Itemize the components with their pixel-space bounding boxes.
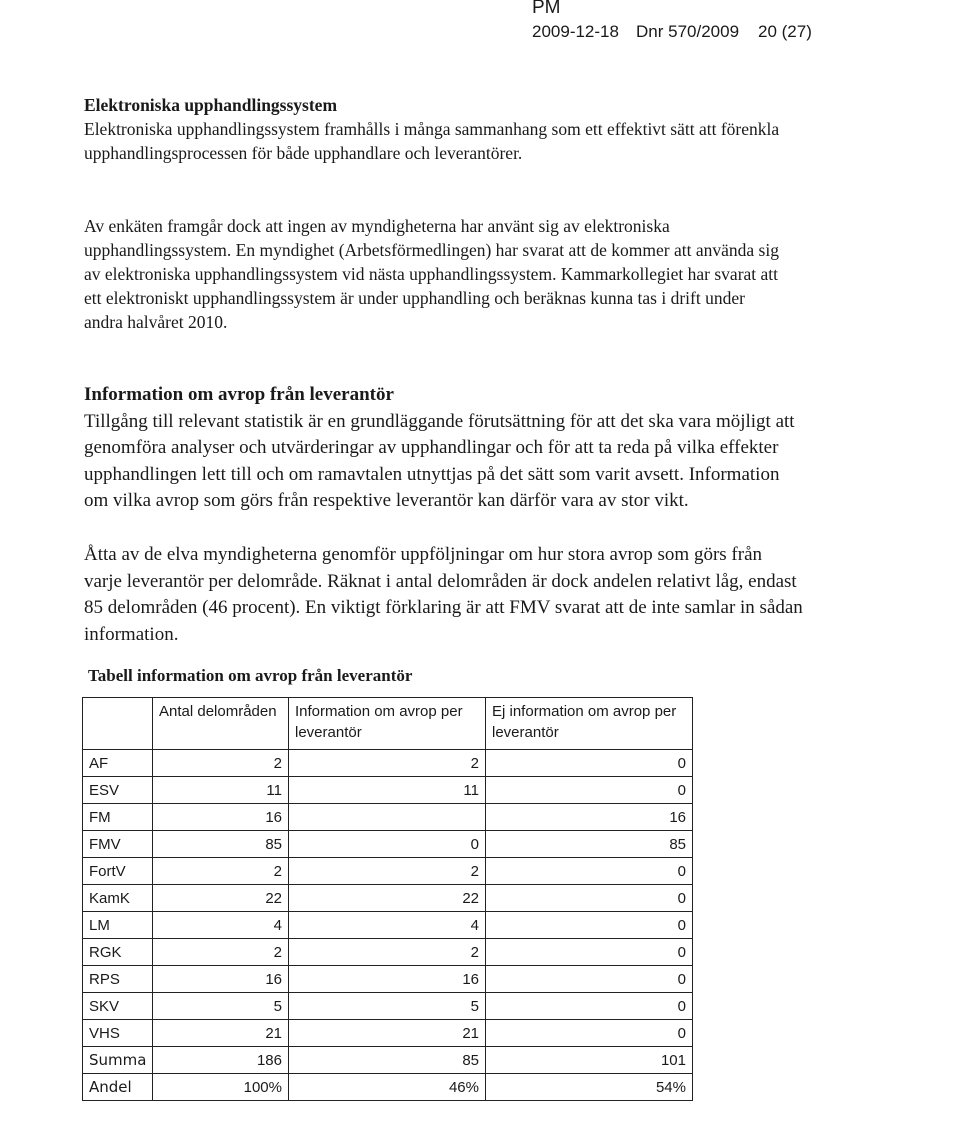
table-row [83, 1074, 693, 1101]
value-cell: 46% [289, 1074, 486, 1101]
table-row [83, 885, 693, 912]
section-heading: Elektroniska upphandlingssystem [84, 95, 338, 115]
value-cell: 4 [289, 912, 486, 939]
doc-date: 2009-12-18 [532, 22, 619, 41]
value-cell: 0 [486, 885, 693, 912]
header-cell: Information om avrop per leverantör [289, 698, 486, 750]
doc-dnr: Dnr 570/2009 [636, 22, 740, 41]
call-off-table [82, 697, 693, 1101]
section-heading: Information om avrop från leverantör [84, 384, 394, 405]
table-header-row [83, 698, 693, 750]
row-label-cell: LM [83, 912, 153, 939]
value-cell: 16 [153, 804, 289, 831]
table-row [83, 1020, 693, 1047]
value-cell: 0 [486, 939, 693, 966]
value-cell: 0 [289, 831, 486, 858]
value-cell [289, 804, 486, 831]
value-cell: 21 [153, 1020, 289, 1047]
row-label-cell: ESV [83, 777, 153, 804]
value-cell: 16 [153, 966, 289, 993]
value-cell: 5 [289, 993, 486, 1020]
value-cell: 100% [153, 1074, 289, 1101]
value-cell: 2 [153, 858, 289, 885]
table-row [83, 1047, 693, 1074]
paragraph: Tillgång till relevant statistik är en grundläggande förutsättning för att det ska vara möjligt att genomföra analyser och utvärderingar av upphandlingar och för att ta reda på vilka effekter upphandlingen lett till och om ramavtalen utnyttjas på det sätt som varit avsett. Information om vilka avrop som görs från respektive leverantör kan därför vara av stor vikt. [84, 410, 795, 511]
row-label-cell: FMV [83, 831, 153, 858]
row-label-cell: Summa [83, 1047, 153, 1074]
doc-type: PM [532, 0, 561, 18]
table-row [83, 912, 693, 939]
value-cell: 16 [289, 966, 486, 993]
row-label-cell: RGK [83, 939, 153, 966]
value-cell: 2 [289, 939, 486, 966]
value-cell: 0 [486, 912, 693, 939]
paragraph: Av enkäten framgår dock att ingen av myndigheterna har använt sig av elektroniska upphandlingssystem. En myndighet (Arbetsförmedlingen) har svarat att de kommer att använda sig av elektroniska upphandlingssystem vid nästa upphandlingssystem. Kammarkollegiet har svarat att ett elektroniskt upphandlingssystem är under upphandling och beräknas kunna tas i drift under andra halvåret 2010. [84, 216, 779, 332]
value-cell: 85 [289, 1047, 486, 1074]
row-label-cell: RPS [83, 966, 153, 993]
table-row [83, 993, 693, 1020]
value-cell: 16 [486, 804, 693, 831]
row-label-cell: KamK [83, 885, 153, 912]
paragraph: Elektroniska upphandlingssystem framhålls i många sammanhang som ett effektivt sätt att förenkla upphandlingsprocessen för både upphandlare och leverantörer. [84, 119, 780, 163]
value-cell: 0 [486, 993, 693, 1020]
value-cell: 2 [289, 858, 486, 885]
value-cell: 11 [289, 777, 486, 804]
paragraph: Åtta av de elva myndigheterna genomför uppföljningar om hur stora avrop som görs från varje leverantör per delområde. Räknat i antal delområden är dock andelen relativt låg, endast 85 delområden (46 procent). En viktigt förklaring är att FMV svarat att de inte samlar in sådan information. [84, 544, 803, 645]
value-cell: 0 [486, 1020, 693, 1047]
value-cell: 2 [153, 939, 289, 966]
value-cell: 22 [153, 885, 289, 912]
table-row [83, 939, 693, 966]
value-cell: 101 [486, 1047, 693, 1074]
header-cell [83, 698, 153, 750]
section-call-off-information [84, 382, 804, 515]
section-electronic-procurement [84, 93, 784, 165]
value-cell: 5 [153, 993, 289, 1020]
value-cell: 0 [486, 858, 693, 885]
row-label-cell: FortV [83, 858, 153, 885]
value-cell: 0 [486, 750, 693, 777]
row-label-cell: AF [83, 750, 153, 777]
row-label-cell: FM [83, 804, 153, 831]
value-cell: 0 [486, 966, 693, 993]
value-cell: 2 [153, 750, 289, 777]
table-row [83, 804, 693, 831]
table-row [83, 858, 693, 885]
value-cell: 0 [486, 777, 693, 804]
table-row [83, 777, 693, 804]
value-cell: 85 [486, 831, 693, 858]
table-row [83, 831, 693, 858]
header-cell: Antal delområden [153, 698, 289, 750]
page-number: 20 (27) [758, 22, 812, 41]
header-cell: Ej information om avrop per leverantör [486, 698, 693, 750]
value-cell: 186 [153, 1047, 289, 1074]
page-header [0, 0, 960, 50]
value-cell: 22 [289, 885, 486, 912]
value-cell: 21 [289, 1020, 486, 1047]
value-cell: 54% [486, 1074, 693, 1101]
row-label-cell: SKV [83, 993, 153, 1020]
table-title: Tabell information om avrop från leverantör [88, 666, 413, 685]
value-cell: 85 [153, 831, 289, 858]
table-row [83, 966, 693, 993]
value-cell: 4 [153, 912, 289, 939]
section-electronic-procurement-para2 [84, 214, 784, 334]
value-cell: 2 [289, 750, 486, 777]
table-row [83, 750, 693, 777]
section-call-off-information-para2 [84, 542, 804, 648]
row-label-cell: VHS [83, 1020, 153, 1047]
row-label-cell: Andel [83, 1074, 153, 1101]
value-cell: 11 [153, 777, 289, 804]
